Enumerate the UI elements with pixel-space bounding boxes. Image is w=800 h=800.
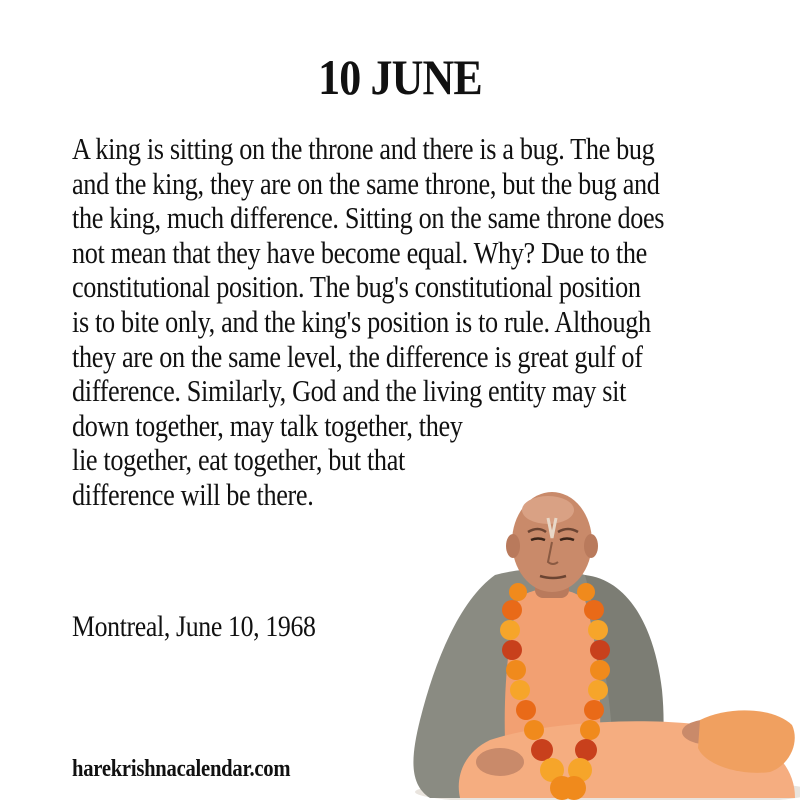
hand-left	[476, 748, 524, 776]
quote-line: lie together, eat together, but that	[72, 443, 405, 478]
quote-line: not mean that they have become equal. Why? Due to the	[72, 235, 647, 270]
quote-text	[72, 132, 772, 513]
quote-source: Montreal, June 10, 1968	[72, 610, 316, 643]
quote-line: difference will be there.	[72, 477, 314, 512]
quote-line: is to bite only, and the king's position is to rule. Although	[72, 304, 651, 339]
quote-line: A king is sitting on the throne and there is a bug. The bug	[72, 132, 655, 166]
quote-line: constitutional position. The bug's constitutional position	[72, 270, 641, 305]
website-url: harekrishnacalendar.com	[72, 756, 291, 782]
quote-line: the king, much difference. Sitting on the same throne does	[72, 201, 665, 236]
quote-line: down together, may talk together, they	[72, 408, 463, 443]
seated-teacher-photo	[400, 480, 800, 800]
quote-line: difference. Similarly, God and the living entity may sit	[72, 374, 627, 409]
quote-line: and the king, they are on the same throne, but the bug and	[72, 166, 660, 201]
date-title: 10 JUNE	[318, 49, 482, 105]
ear-left	[506, 534, 520, 558]
quote-line: they are on the same level, the difference is great gulf of	[72, 339, 643, 374]
ear-right	[584, 534, 598, 558]
